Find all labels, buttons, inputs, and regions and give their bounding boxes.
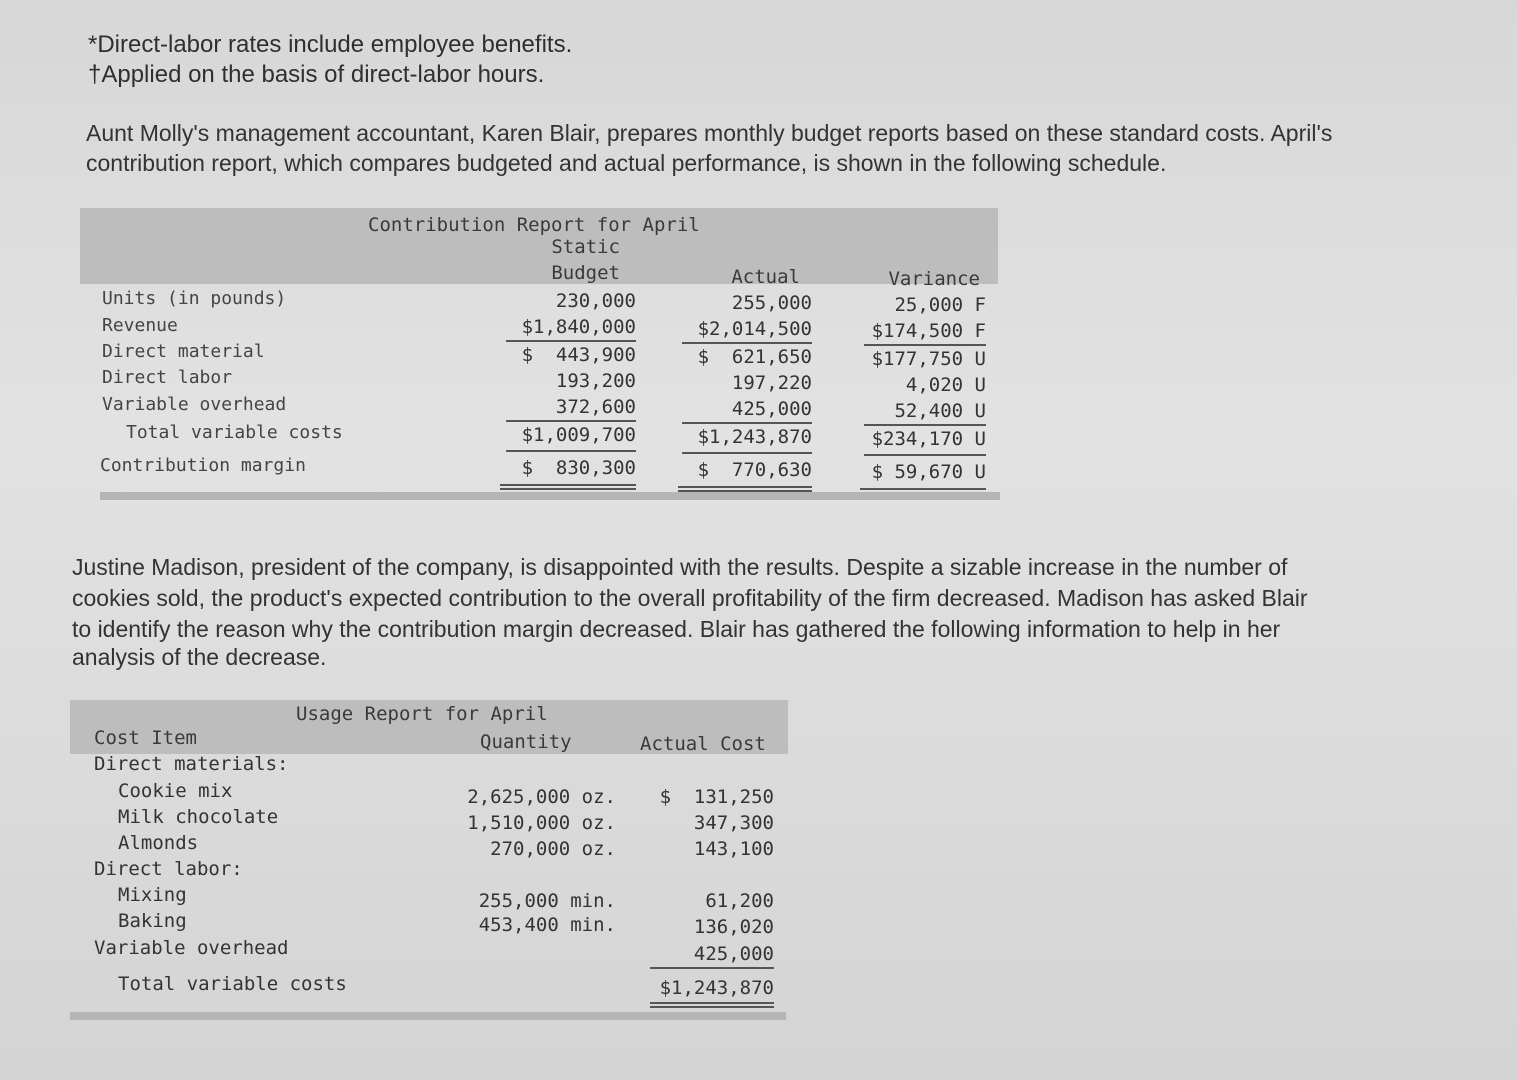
- underline-total-actual: [682, 452, 812, 454]
- usage-col-cost-item: Cost Item: [94, 727, 197, 749]
- usage-underline-overhead: [650, 967, 774, 969]
- contribution-report-title: Contribution Report for April: [368, 214, 700, 236]
- cell-direct-labor-variance: 4,020 U: [905, 374, 986, 396]
- cell-revenue-budget: $1,840,000: [521, 316, 636, 338]
- usage-milk-chocolate-quantity: 1,510,000 oz.: [467, 812, 616, 834]
- underline-revenue-actual: [682, 342, 812, 344]
- row-label-revenue: Revenue: [102, 315, 178, 336]
- usage-row-label-total-variable-costs: Total variable costs: [118, 973, 347, 995]
- usage-variable-overhead-cost: 425,000: [693, 943, 774, 965]
- underline-revenue-variance: [864, 344, 986, 346]
- cell-variable-overhead-budget: 372,600: [555, 396, 636, 418]
- usage-baking-quantity: 453,400 min.: [478, 914, 616, 936]
- usage-cookie-mix-cost: $ 131,250: [659, 786, 774, 808]
- col-variance: Variance: [888, 268, 980, 290]
- usage-row-label-baking: Baking: [118, 910, 187, 932]
- cell-revenue-actual: $2,014,500: [697, 318, 812, 340]
- cell-contribution-margin-variance: $ 59,670 U: [871, 461, 986, 483]
- contribution-report-bottom-rule: [100, 492, 1000, 500]
- usage-section-direct-materials: Direct materials:: [94, 753, 289, 775]
- row-label-direct-material: Direct material: [102, 341, 265, 362]
- second-paragraph-line-4: analysis of the decrease.: [72, 644, 327, 670]
- usage-col-quantity: Quantity: [480, 731, 572, 753]
- cell-contribution-margin-budget: $ 830,300: [521, 457, 636, 479]
- usage-row-label-milk-chocolate: Milk chocolate: [118, 806, 279, 828]
- row-label-total-variable-costs: Total variable costs: [126, 422, 343, 443]
- row-label-contribution-margin: Contribution margin: [100, 455, 306, 476]
- cell-variable-overhead-variance: 52,400 U: [894, 400, 986, 422]
- usage-report-title: Usage Report for April: [296, 703, 548, 725]
- usage-section-direct-labor: Direct labor:: [94, 858, 243, 880]
- cell-total-variable-variance: $234,170 U: [871, 428, 986, 450]
- underline-total-variance: [864, 454, 986, 456]
- col-budget: Budget: [551, 262, 620, 284]
- cell-units-variance: 25,000 F: [894, 294, 986, 316]
- row-label-units: Units (in pounds): [102, 288, 287, 309]
- second-paragraph-line-3: to identify the reason why the contribution margin decreased. Blair has gathered the following information to help in her: [72, 616, 1281, 642]
- double-underline-margin-budget: [500, 484, 636, 490]
- intro-paragraph-line-2: contribution report, which compares budgeted and actual performance, is shown in the following schedule.: [86, 150, 1167, 176]
- footnote-direct-labor: *Direct-labor rates include employee benefits.: [88, 31, 573, 58]
- usage-report-bottom-rule: [70, 1012, 786, 1020]
- cell-direct-labor-actual: 197,220: [731, 372, 812, 394]
- cell-units-actual: 255,000: [731, 292, 812, 314]
- usage-double-underline-total: [650, 1002, 774, 1008]
- cell-total-variable-budget: $1,009,700: [521, 424, 636, 446]
- second-paragraph-line-1: Justine Madison, president of the company, is disappointed with the results. Despite a sizable increase in the number of: [72, 554, 1288, 580]
- col-actual: Actual: [731, 266, 800, 288]
- cell-direct-material-budget: $ 443,900: [521, 344, 636, 366]
- usage-row-label-variable-overhead: Variable overhead: [94, 937, 289, 959]
- cell-total-variable-actual: $1,243,870: [697, 426, 812, 448]
- usage-mixing-cost: 61,200: [705, 890, 774, 912]
- usage-row-label-mixing: Mixing: [118, 884, 187, 906]
- underline-revenue-budget: [506, 340, 636, 342]
- usage-baking-cost: 136,020: [693, 916, 774, 938]
- cell-variable-overhead-actual: 425,000: [731, 398, 812, 420]
- footnote-applied-basis: †Applied on the basis of direct-labor hours.: [88, 61, 545, 88]
- underline-overhead-budget: [506, 420, 636, 422]
- row-label-variable-overhead: Variable overhead: [102, 394, 287, 415]
- intro-paragraph-line-1: Aunt Molly's management accountant, Karen Blair, prepares monthly budget reports based on these standard costs. April's: [86, 120, 1333, 146]
- usage-row-label-cookie-mix: Cookie mix: [118, 780, 233, 802]
- contribution-report-table: [80, 208, 998, 498]
- usage-mixing-quantity: 255,000 min.: [478, 890, 616, 912]
- cell-contribution-margin-actual: $ 770,630: [697, 459, 812, 481]
- cell-revenue-variance: $174,500 F: [871, 320, 986, 342]
- cell-direct-material-variance: $177,750 U: [871, 348, 986, 370]
- usage-almonds-quantity: 270,000 oz.: [490, 838, 616, 860]
- usage-row-label-almonds: Almonds: [118, 832, 199, 854]
- second-paragraph-line-2: cookies sold, the product's expected contribution to the overall profitability of the firm decreased. Madison has asked Blair: [72, 585, 1308, 611]
- usage-cookie-mix-quantity: 2,625,000 oz.: [467, 786, 616, 808]
- usage-almonds-cost: 143,100: [693, 838, 774, 860]
- underline-overhead-variance: [864, 424, 986, 426]
- usage-col-actual-cost: Actual Cost: [640, 733, 766, 755]
- row-label-direct-labor: Direct labor: [102, 367, 233, 388]
- col-static: Static: [551, 236, 620, 258]
- underline-total-budget: [506, 450, 636, 452]
- underline-overhead-actual: [682, 422, 812, 424]
- usage-milk-chocolate-cost: 347,300: [693, 812, 774, 834]
- cell-units-budget: 230,000: [555, 290, 636, 312]
- cell-direct-labor-budget: 193,200: [555, 370, 636, 392]
- usage-total-variable-cost: $1,243,870: [659, 977, 774, 999]
- cell-direct-material-actual: $ 621,650: [697, 346, 812, 368]
